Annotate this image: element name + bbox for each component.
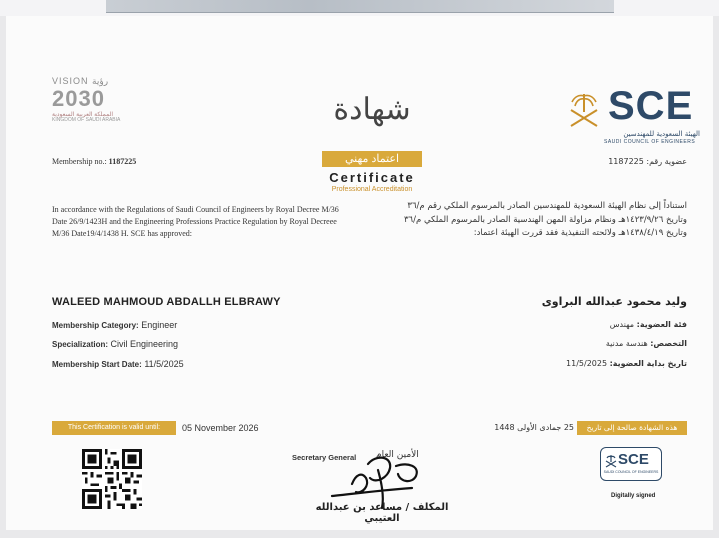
intro-paragraph-ar: استناداً إلى نظام الهيئة السعودية للمهندسين الصادر بالمرسوم الملكي رقم م/٣٦ وتاريخ ١٤٢٣/٩/٢٦هـ ونظام مزاولة المهن الهندسية الصادر بالمرسوم الملكي م/٣٦ وتاريخ ١٤٣٨/٤/١٩هـ ولائحته التنفيذية فقد قررت الهيئة اعتماد:: [403, 201, 687, 238]
qr-code: [82, 449, 142, 509]
specialization-en: Specialization: Civil Engineering: [52, 339, 179, 349]
top-cropped-image: [106, 0, 614, 13]
membership-category-en: Membership Category: Engineer: [52, 320, 178, 330]
vision-logo-year: 2030: [52, 86, 105, 111]
title-english: Certificate: [329, 170, 415, 185]
membership-start-ar: تاريخ بداية العضوية: 11/5/2025: [566, 359, 687, 368]
membership-start-en: Membership Start Date: 11/5/2025: [52, 359, 184, 369]
membership-number-ar: عضوية رقم: 1187225: [608, 157, 687, 166]
title-english-sub: Professional Accreditation: [331, 186, 413, 193]
validity-date-ar: 25 جمادى الأولى 1448: [494, 423, 574, 432]
membership-number-en: Membership no.: 1187225: [52, 157, 137, 166]
specialization-ar: التخصص: هندسة مدنية: [605, 339, 687, 348]
intro-paragraph-en: In accordance with the Regulations of Saudi Council of Engineers by Royal Decree M/36 Date 26/9/1423H and the Engineering Professions Practice Regulation by Royal Decreee M/36 Date19/4/1438 H. SCE has approved:: [52, 205, 339, 238]
validity-date-en: 05 November 2026: [182, 423, 259, 433]
secretary-general-en: Secretary General: [292, 453, 357, 462]
title-badge-arabic: اعتماد مهني: [322, 151, 422, 167]
palm-swords-emblem-icon: [566, 90, 602, 130]
vision-logo-sub-en: KINGDOM OF SAUDI ARABIA: [52, 117, 121, 123]
sce-logo-org-en: SAUDI COUNCIL OF ENGINEERS: [604, 139, 696, 145]
sce-logo-org-ar: الهيئة السعودية للمهندسين: [623, 130, 700, 138]
vision-logo-word: VISION رؤية: [52, 76, 109, 87]
stamp-emblem-icon: [605, 454, 617, 468]
member-name-ar: وليد محمود عبدالله البراوى: [541, 295, 687, 308]
signatory-name-ar: المكلف / مساعد بن عبدالله العتيبي: [315, 502, 449, 524]
vision-logo-sub-ar: المملكة العربية السعودية: [52, 112, 114, 118]
membership-category-ar: فئة العضوية: مهندس: [609, 320, 687, 329]
validity-label-en: This Certification is valid until:: [52, 421, 176, 435]
digitally-signed-label: Digitally signed: [611, 493, 656, 499]
member-name-en: WALEED MAHMOUD ABDALLH ELBRAWY: [52, 296, 281, 308]
stamp-letters: SCE: [618, 451, 649, 468]
sce-logo-letters: SCE: [608, 84, 694, 128]
title-arabic: شهادة: [333, 92, 411, 127]
certificate-document: [6, 16, 713, 530]
validity-label-ar: هذه الشهادة صالحة إلى تاريخ: [577, 421, 687, 435]
secretary-general-ar: الأمين العام: [376, 450, 419, 460]
stamp-subtitle: SAUDI COUNCIL OF ENGINEERS: [603, 470, 659, 474]
